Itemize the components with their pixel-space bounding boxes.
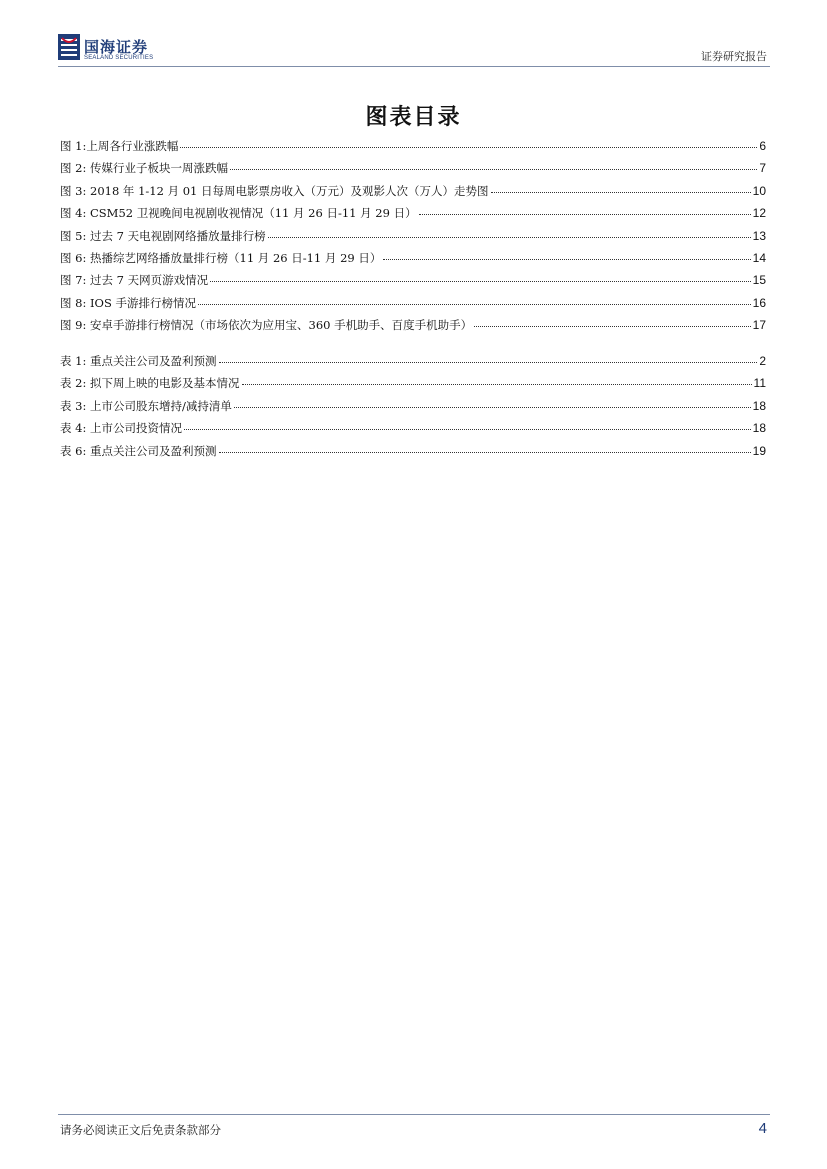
toc-entry[interactable] <box>60 160 766 182</box>
dot-leader <box>491 192 751 193</box>
toc-entry[interactable] <box>60 317 766 339</box>
toc-entry-page: 7 <box>759 161 766 176</box>
toc-entry-page: 2 <box>759 354 766 368</box>
toc-entry-page: 17 <box>752 318 766 333</box>
toc-entry-label: 图 2: 传媒行业子板块一周涨跌幅 <box>60 161 229 176</box>
toc-entry-label: 图 7: 过去 7 天网页游戏情况 <box>60 273 209 288</box>
page-title: 图表目录 <box>365 105 462 130</box>
toc-entry[interactable] <box>60 205 766 227</box>
dot-leader <box>184 429 751 430</box>
toc-entry-page: 13 <box>752 228 766 243</box>
toc-entry-label: 图 4: CSM52 卫视晚间电视剧收视情况（11 月 26 日-11 月 29 日） <box>60 206 417 221</box>
toc-entry-label: 表 1: 重点关注公司及盈利预测 <box>60 354 217 368</box>
header-divider <box>58 66 770 67</box>
toc-entry-label: 表 2: 拟下周上映的电影及基本情况 <box>60 376 240 391</box>
toc-entry[interactable] <box>60 295 766 317</box>
toc-entry-label: 表 6: 重点关注公司及盈利预测 <box>60 443 217 458</box>
toc-entry-page: 18 <box>752 421 766 436</box>
toc-entry-page: 10 <box>752 183 766 198</box>
dot-leader <box>210 281 751 282</box>
dot-leader <box>474 326 751 327</box>
toc-entry-label: 图 3: 2018 年 1-12 月 01 日每周电影票房收入（万元）及观影人次（万人）走势图 <box>60 183 489 198</box>
dot-leader <box>268 237 751 238</box>
toc-entry[interactable] <box>60 375 766 397</box>
toc-entry-label: 图 9: 安卓手游排行榜情况（市场依次为应用宝、360 手机助手、百度手机助手） <box>60 318 473 333</box>
toc-entry-label: 图 1:上周各行业涨跌幅 <box>60 139 179 153</box>
toc-entry[interactable] <box>60 138 766 160</box>
dot-leader <box>230 169 757 170</box>
page-number: 4 <box>758 1120 767 1137</box>
sealand-logo-icon <box>58 34 80 60</box>
toc-entry[interactable] <box>60 443 766 465</box>
toc-entry-page: 12 <box>752 206 766 221</box>
toc-entry-label: 图 6: 热播综艺网络播放量排行榜（11 月 26 日-11 月 29 日） <box>60 250 382 265</box>
dot-leader <box>383 259 750 260</box>
toc-entry-page: 14 <box>752 250 766 265</box>
toc-entry-page: 6 <box>759 139 766 153</box>
page-header <box>0 0 827 66</box>
toc-entry-page: 11 <box>753 376 766 391</box>
toc-entry-page: 15 <box>752 273 766 288</box>
dot-leader <box>219 362 758 363</box>
toc-entry[interactable] <box>60 420 766 442</box>
toc-entry-label: 图 5: 过去 7 天电视剧网络播放量排行榜 <box>60 228 266 243</box>
toc-entry-label: 表 4: 上市公司投资情况 <box>60 421 183 436</box>
brand-name-en: SEALAND SECURITIES <box>84 55 154 61</box>
dot-leader <box>419 214 751 215</box>
dot-leader <box>242 384 752 385</box>
dot-leader <box>219 452 751 453</box>
dot-leader <box>234 407 751 408</box>
toc-entry[interactable] <box>60 353 766 375</box>
figure-list <box>60 138 766 340</box>
toc-entry-page: 16 <box>752 295 766 310</box>
toc-entry[interactable] <box>60 272 766 294</box>
company-logo <box>58 34 188 64</box>
footer-divider <box>58 1114 770 1115</box>
toc-entry-page: 18 <box>752 398 766 413</box>
document-type: 证券研究报告 <box>701 50 767 63</box>
footer-disclaimer: 请务必阅读正文后免责条款部分 <box>60 1123 221 1137</box>
toc-entry[interactable] <box>60 250 766 272</box>
dot-leader <box>198 304 751 305</box>
toc-entry-label: 图 8: IOS 手游排行榜情况 <box>60 295 197 310</box>
toc-entry[interactable] <box>60 398 766 420</box>
table-list <box>60 353 766 465</box>
toc-entry-page: 19 <box>752 443 766 458</box>
toc-entry[interactable] <box>60 183 766 205</box>
toc-entry-label: 表 3: 上市公司股东增持/减持清单 <box>60 398 232 413</box>
brand-name-cn: 国海证券 <box>84 38 149 56</box>
toc-entry[interactable] <box>60 228 766 250</box>
dot-leader <box>180 147 757 148</box>
